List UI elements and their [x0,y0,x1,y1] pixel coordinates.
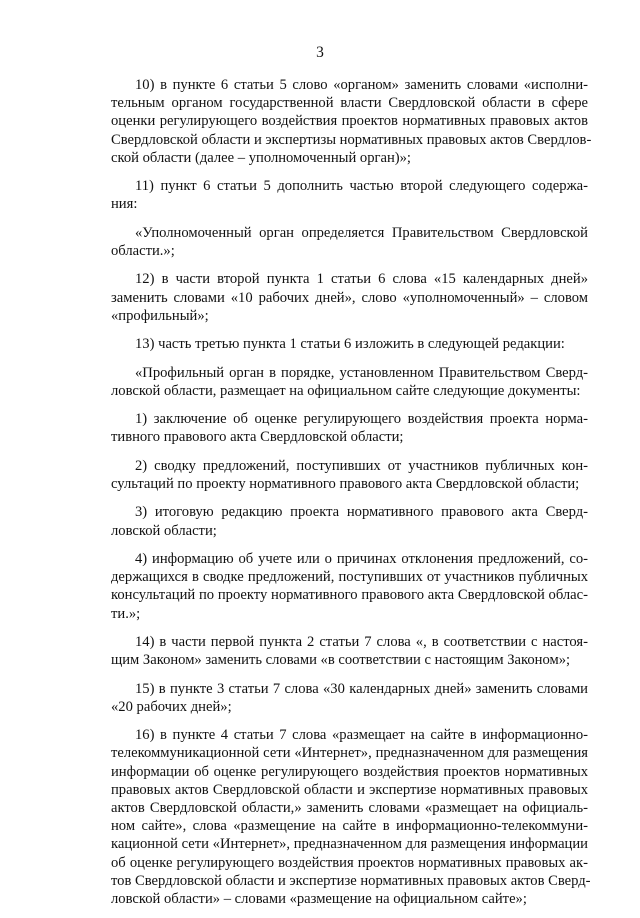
text-line: об оценке регулирующего воздействия проектов нормативных правовых ак- [111,854,588,871]
text-line: ловской области» – словами «размещение на официальном сайте»; [111,890,527,907]
text-line: ном сайте», слова «размещение на сайте в информационно-телекоммуни- [111,818,588,835]
text-line: телекоммуникационной сети «Интернет», предназначенном для размещения [111,745,588,762]
text-line: 16) в пункте 4 статьи 7 слова «размещает на сайте в информационно- [135,727,588,744]
paragraph [111,633,588,669]
text-line: актов Свердловской области,» заменить словами «размещает на официаль- [111,799,588,816]
text-line: тов Свердловской области и экспертизе нормативных правовых актов Сверд- [111,872,591,889]
text-line: тельным органом государственной власти Свердловской области в сфере [111,95,588,112]
paragraph [111,76,592,167]
paragraph [111,270,588,325]
text-line: сультаций по проекту нормативного правового акта Свердловской области; [111,475,580,492]
paragraph [111,550,588,623]
paragraph [111,335,588,353]
text-line: «20 рабочих дней»; [111,698,232,715]
paragraph [111,680,588,716]
text-line: 14) в части первой пункта 2 статьи 7 слова «, в соответствии с настоя- [135,633,588,650]
text-line: держащихся в сводке предложений, поступивших от участников публичных [111,569,588,586]
text-line: «профильный»; [111,307,209,324]
text-line: Свердловской области и экспертизы нормативных правовых актов Свердлов- [111,131,592,148]
paragraph [111,503,588,539]
text-line: 3) итоговую редакцию проекта нормативного правового акта Сверд- [135,504,588,521]
text-line: тивного правового акта Свердловской области; [111,429,404,446]
text-line: ния: [111,196,138,213]
paragraph [111,177,588,213]
text-line: «Уполномоченный орган определяется Правительством Свердловской [135,224,588,241]
text-line: ловской области, размещает на официальном сайте следующие документы: [111,382,581,399]
text-line: щим Законом» заменить словами «в соответствии с настоящим Законом»; [111,652,571,669]
text-line: 13) часть третью пункта 1 статьи 6 изложить в следующей редакции: [135,336,565,353]
text-line: 15) в пункте 3 статьи 7 слова «30 календарных дней» заменить словами [135,680,588,697]
text-line: консультаций по проекту нормативного правового акта Свердловской облас- [111,587,588,604]
text-line: области.»; [111,243,175,259]
document-body [111,76,592,918]
text-line: ти.»; [111,605,141,622]
text-line: «Профильный орган в порядке, установленном Правительством Сверд- [135,364,588,381]
text-line: 10) в пункте 6 статьи 5 слово «органом» заменить словами «исполни- [135,77,588,93]
text-line: 1) заключение об оценке регулирующего воздействия проекта норма- [135,411,588,428]
text-line: 11) пункт 6 статьи 5 дополнить частью второй следующего содержа- [135,178,588,195]
text-line: 4) информацию об учете или о причинах отклонения предложений, со- [135,550,588,567]
paragraph [111,224,588,260]
paragraph [111,410,588,446]
paragraph [111,726,591,908]
page-number: 3 [316,44,324,61]
text-line: кационной сети «Интернет», предназначенном для размещения информации [111,836,588,853]
text-line: ловской области; [111,522,217,539]
text-line: правовых актов Свердловской области и экспертизе нормативных правовых [111,781,588,798]
text-line: 2) сводку предложений, поступивших от участников публичных кон- [135,457,588,474]
text-line: ской области (далее – уполномоченный орган)»; [111,149,411,166]
paragraph [111,457,588,493]
text-line: заменить словами «10 рабочих дней», слово «уполномоченный» – словом [111,289,588,306]
text-line: информации об оценке регулирующего воздействия проектов нормативных [111,763,588,780]
text-line: оценки регулирующего воздействия проектов нормативных правовых актов [111,113,588,130]
paragraph [111,364,588,400]
text-line: 12) в части второй пункта 1 статьи 6 слова «15 календарных дней» [135,271,588,288]
